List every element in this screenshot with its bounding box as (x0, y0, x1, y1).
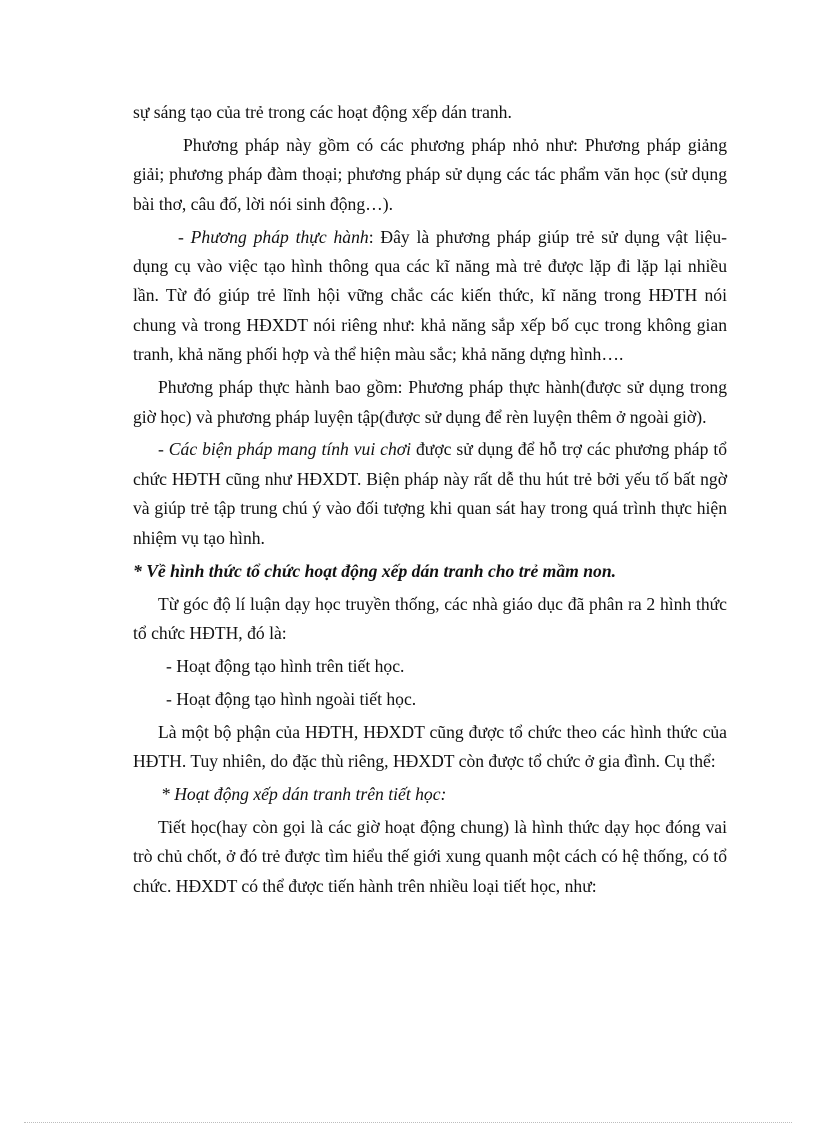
paragraph-practice-includes: Phương pháp thực hành bao gồm: Phương pháp thực hành(được sử dụng trong giờ học) và phương pháp luyện tập(được sử dụng để rèn luyện thêm ở ngoài giờ). (133, 377, 727, 427)
play-text: được sử dụng để hỗ trợ các phương pháp tổ chức HĐTH cũng như HĐXDT. Biện pháp này rất dễ thu hút trẻ bởi yếu tố bất ngờ và giúp trẻ tập trung chú ý vào đối tượng khi quan sát hay trong quá trình thực hiện nhiệm vụ tạo hình. (133, 439, 727, 548)
paragraph-lesson: Tiết học(hay còn gọi là các giờ hoạt động chung) là hình thức dạy học đóng vai trò chủ chốt, ở đó trẻ được tìm hiểu thế giới xung quanh một cách có hệ thống, có tổ chức. HĐXDT có thể được tiến hành trên nhiều loại tiết học, như: (133, 816, 727, 896)
paragraph-forms-intro: Từ góc độ lí luận dạy học truyền thống, các nhà giáo dục đã phân ra 2 hình thức tổ chức HĐTH, đó là: (133, 593, 727, 643)
body-text (133, 98, 727, 905)
paragraph-methods-intro: Phương pháp này gồm có các phương pháp nhỏ như: Phương pháp giảng giải; phương pháp đàm thoại; phương pháp sử dụng các tác phẩm văn học (sử dụng bài thơ, câu đố, lời nói sinh động…). (133, 134, 727, 214)
subheading-lesson: * Hoạt động xếp dán tranh trên tiết học: (161, 783, 447, 804)
practice-prefix: - (178, 226, 191, 247)
practice-term: Phương pháp thực hành (190, 226, 369, 247)
list-item: - Hoạt động tạo hình trên tiết học. (166, 655, 405, 676)
paragraph-practice-method (133, 223, 727, 370)
paragraph-part-of: Là một bộ phận của HĐTH, HĐXDT cũng được tổ chức theo các hình thức của HĐTH. Tuy nhiên, do đặc thù riêng, HĐXDT còn được tổ chức ở gia đình. Cụ thể: (133, 721, 727, 772)
list-item: - Hoạt động tạo hình ngoài tiết học. (166, 688, 417, 709)
section-heading-forms: * Về hình thức tổ chức hoạt động xếp dán tranh cho trẻ mầm non. (133, 560, 617, 581)
paragraph-play-measures (133, 435, 727, 553)
practice-text: : Đây là phương pháp giúp trẻ sử dụng vật liệu- dụng cụ vào việc tạo hình thông qua các kĩ năng mà trẻ được lặp đi lặp lại nhiều lần. Từ đó giúp trẻ lĩnh hội vững chắc các kiến thức, kĩ năng trong HĐTH nói chung và trong HĐXDT nói riêng như: khả năng sắp xếp bố cục trong không gian tranh, khả năng phối hợp và thể hiện màu sắc; khả năng dựng hình…. (133, 226, 727, 365)
play-term: - Các biện pháp mang tính vui chơi (158, 439, 412, 460)
paragraph-continuation: sự sáng tạo của trẻ trong các hoạt động xếp dán tranh. (133, 102, 512, 122)
